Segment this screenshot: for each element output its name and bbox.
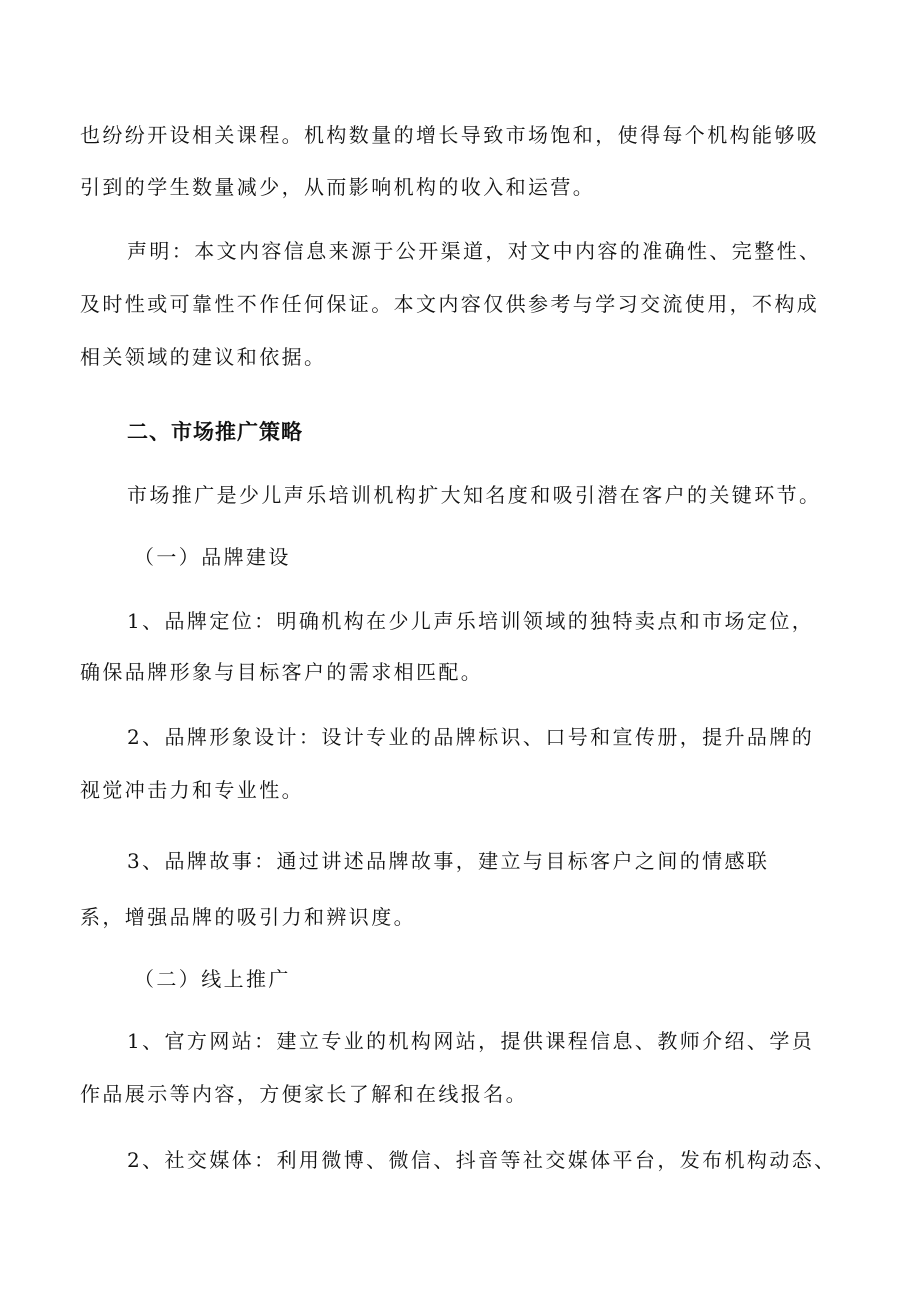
intro-line-1: 也纷纷开设相关课程。机构数量的增长导致市场饱和，使得每个机构能够吸 [80,123,820,147]
brand-item-3-line-1: 3、品牌故事：通过讲述品牌故事，建立与目标客户之间的情感联 [127,849,770,873]
section-heading: 二、市场推广策略 [127,420,303,444]
brand-item-1-line-2: 确保品牌形象与目标客户的需求相匹配。 [80,660,484,684]
disclaimer-line-1: 声明：本文内容信息来源于公开渠道，对文中内容的准确性、完整性、 [127,239,822,263]
subsection-2-title: （二）线上推广 [134,967,291,991]
brand-item-2-line-1: 2、品牌形象设计：设计专业的品牌标识、口号和宣传册，提升品牌的 [127,725,815,749]
intro-line-2: 引到的学生数量减少，从而影响机构的收入和运营。 [80,175,596,199]
disclaimer-line-2: 及时性或可靠性不作任何保证。本文内容仅供参考与学习交流使用，不构成 [80,292,820,316]
section-intro: 市场推广是少儿声乐培训机构扩大知名度和吸引潜在客户的关键环节。 [127,483,822,507]
brand-item-1-line-1: 1、品牌定位：明确机构在少儿声乐培训领域的独特卖点和市场定位， [127,609,815,633]
online-item-1-line-1: 1、官方网站：建立专业的机构网站，提供课程信息、教师介绍、学员 [127,1029,815,1053]
subsection-1-title: （一）品牌建设 [134,545,291,569]
online-item-2-line-1: 2、社交媒体：利用微博、微信、抖音等社交媒体平台，发布机构动态、 [127,1148,837,1172]
brand-item-3-line-2: 系，增强品牌的吸引力和辨识度。 [80,905,416,929]
online-item-1-line-2: 作品展示等内容，方便家长了解和在线报名。 [80,1082,528,1106]
disclaimer-line-3: 相关领域的建议和依据。 [80,345,327,369]
brand-item-2-line-2: 视觉冲击力和专业性。 [80,778,304,802]
